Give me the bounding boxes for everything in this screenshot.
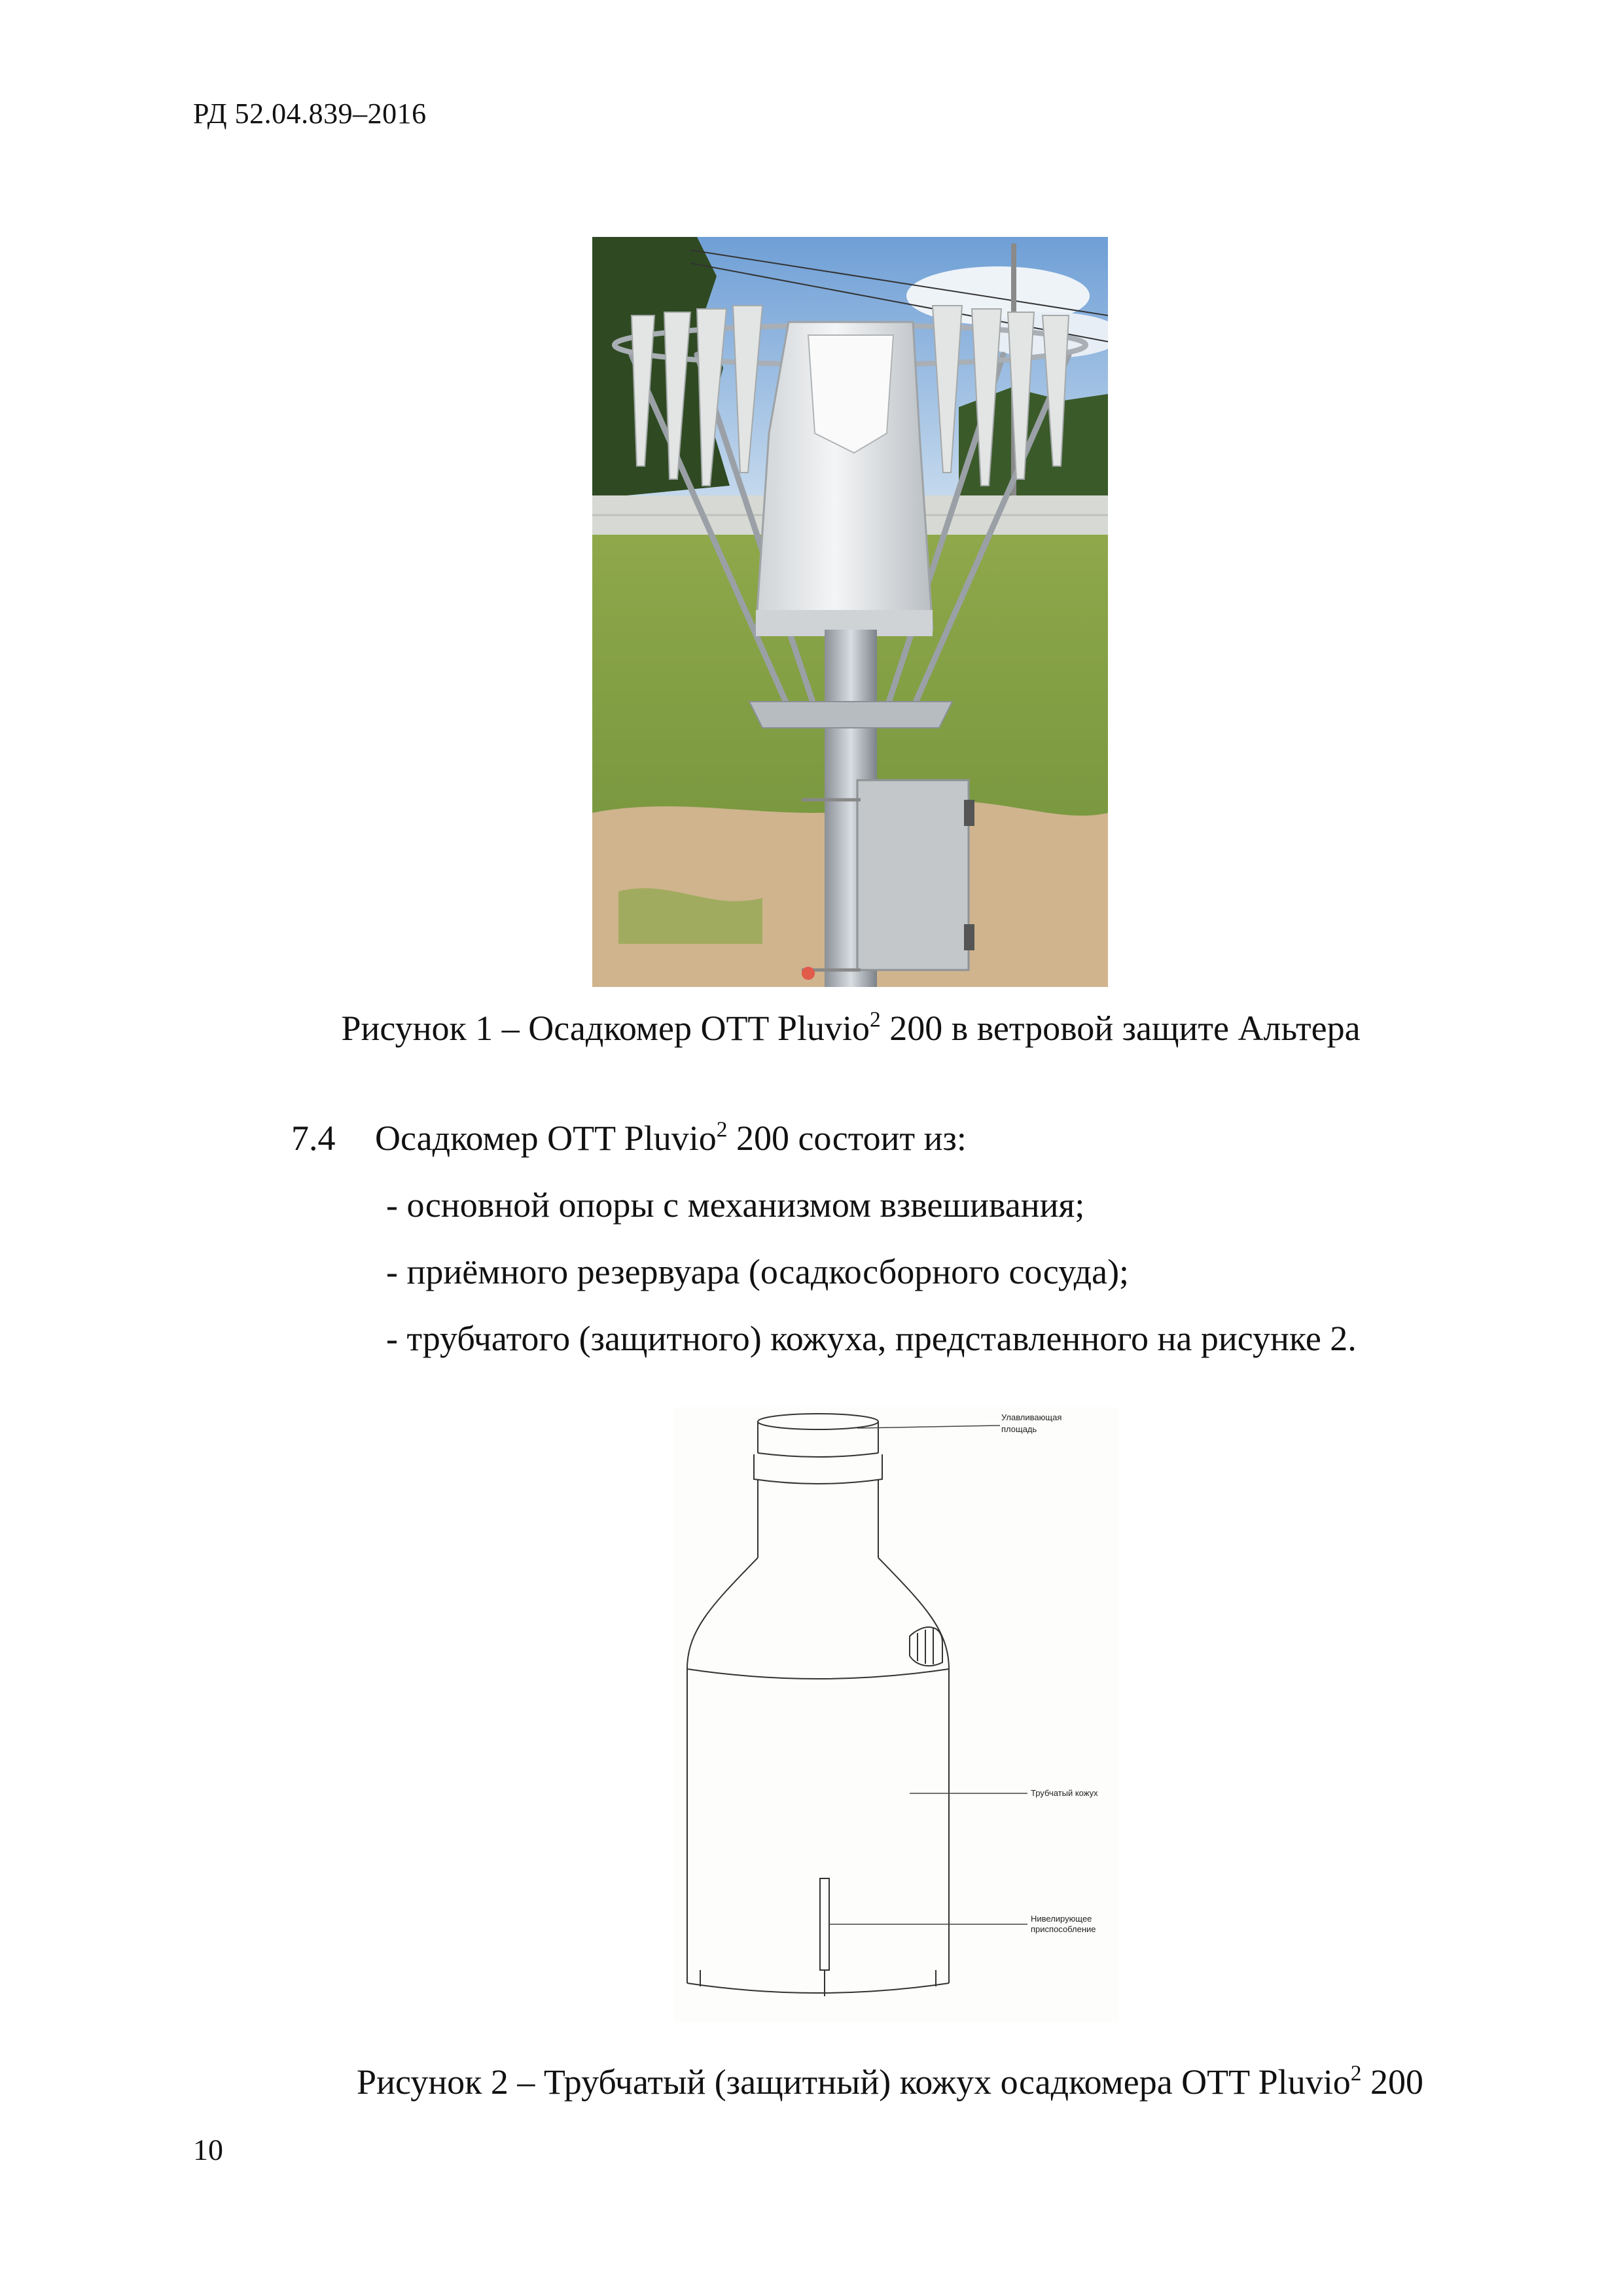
gauge-photo <box>592 237 1108 987</box>
figure1-caption <box>0 1008 1623 1049</box>
tube-casing-drawing <box>674 1407 1119 2022</box>
section-7-4-paragraph <box>291 1118 967 1158</box>
figure2-caption-superscript: 2 <box>1350 2061 1362 2086</box>
figure1-caption-text: Рисунок 1 – Осадкомер OTT Pluvio <box>341 1009 870 1048</box>
section-lead-text: Осадкомер OTT Pluvio <box>375 1119 717 1158</box>
label-catch-area-line2: площадь <box>1001 1424 1037 1434</box>
section-lead-suffix: 200 состоит из: <box>727 1119 967 1158</box>
gauge-photo-illustration <box>592 237 1108 987</box>
figure1-caption-suffix: 200 в ветровой защите Альтера <box>880 1009 1361 1048</box>
figure1-caption-superscript: 2 <box>869 1007 881 1032</box>
list-item: - основной опоры с механизмом взвешивания; <box>386 1185 1085 1225</box>
document-code-header: РД 52.04.839–2016 <box>193 98 427 130</box>
label-leveling-line1: Нивелирующее <box>1031 1914 1092 1924</box>
list-item: - приёмного резервуара (осадкосборного сосуда); <box>386 1252 1130 1291</box>
figure2-caption-suffix: 200 <box>1361 2062 1423 2102</box>
label-catch-area-line1: Улавливающая <box>1001 1412 1062 1422</box>
section-number: 7.4 <box>291 1119 336 1158</box>
label-leveling-line2: приспособление <box>1031 1924 1096 1934</box>
section-lead-superscript: 2 <box>716 1117 728 1142</box>
figure2-caption-text: Рисунок 2 – Трубчатый (защитный) кожух осадкомера OTT Pluvio <box>357 2062 1351 2102</box>
page-number: 10 <box>193 2133 223 2166</box>
list-item: - трубчатого (защитного) кожуха, представленного на рисунке 2. <box>386 1319 1357 1358</box>
figure2-caption <box>0 2062 1623 2102</box>
label-tube-casing: Трубчатый кожух <box>1031 1788 1098 1798</box>
tube-casing-illustration <box>674 1407 1119 2022</box>
